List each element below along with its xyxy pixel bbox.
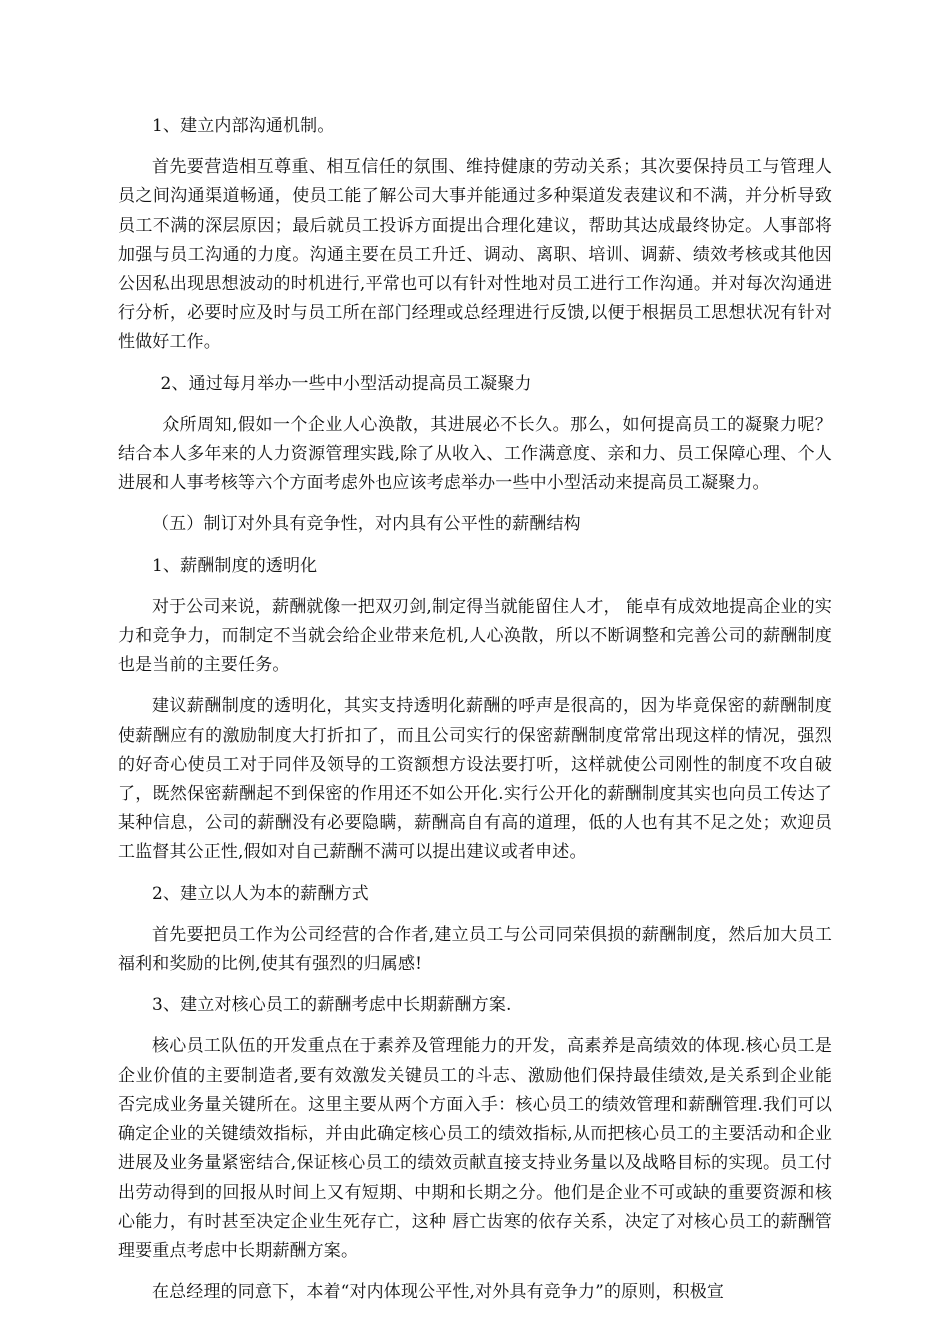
document-body [118, 112, 832, 1319]
paragraph-core-employees: 核心员工队伍的开发重点在于素养及管理能力的开发，高素养是高绩效的体现.核心员工是企业价值的主要制造者,要有效激发关键员工的斗志、激励他们保持最佳绩效,是关系到企业能否完成业务量关键所在。这里主要从两个方面入手：核心员工的绩效管理和薪酬管理.我们可以确定企业的关键绩效指标，并由此确定核心员工的绩效指标,从而把核心员工的主要活动和企业进展及业务量紧密结合,保证核心员工的绩效贡献直接支持业务量以及战略目标的实现。员工付出劳动得到的回报从时间上又有短期、中期和长期之分。他们是企业不可或缺的重要资源和核心能力，有时甚至决定企业生死存亡，这种 唇亡齿寒的依存关系，决定了对核心员工的薪酬管理要重点考虑中长期薪酬方案。 [118, 1036, 832, 1261]
section-heading-core-employee-salary: 3、建立对核心员工的薪酬考虑中长期薪酬方案. [152, 995, 512, 1016]
section-heading-salary-transparency: 1、薪酬制度的透明化 [152, 555, 318, 576]
section-heading-monthly-activities: 2、通过每月举办一些中小型活动提高员工凝聚力 [160, 373, 532, 394]
paragraph-communication: 首先要营造相互尊重、相互信任的氛围、维持健康的劳动关系；其次要保持员工与管理人员之间沟通渠道畅通，使员工能了解公司大事并能通过多种渠道发表建议和不满，并分析导致员工不满的深层原因；最后就员工投诉方面提出合理化建议，帮助其达成最终协定。人事部将加强与员工沟通的力度。沟通主要在员工升迁、调动、离职、培训、调薪、绩效考核或其他因公因私出现思想波动的时机进行,平常也可以有针对性地对员工进行工作沟通。并对每次沟通进行分析，必要时应及时与员工所在部门经理或总经理进行反馈,以便于根据员工思想状况有针对性做好工作。 [118, 157, 832, 353]
paragraph-transparency-proposal: 建议薪酬制度的透明化，其实支持透明化薪酬的呼声是很高的，因为毕竟保密的薪酬制度使薪酬应有的激励制度大打折扣了，而且公司实行的保密薪酬制度常常出现这样的情况，强烈的好奇心使员工对于同伴及领导的工资额想方设法要打听，这样就使公司刚性的制度不攻自破了，既然保密薪酬起不到保密的作用还不如公开化.实行公开化的薪酬制度其实也向员工传达了某种信息，公司的薪酬没有必要隐瞒，薪酬高自有高的道理，低的人也有其不足之处；欢迎员工监督其公正性,假如对自己薪酬不满可以提出建议或者申述。 [118, 696, 832, 863]
paragraph-cohesion: 众所周知,假如一个企业人心涣散，其进展必不长久。那么，如何提高员工的凝聚力呢？结合本人多年来的人力资源管理实践,除了从收入、工作满意度、亲和力、员工保障心理、个人进展和人事考核等六个方面考虑外也应该考虑举办一些中小型活动来提高员工凝聚力。 [118, 414, 832, 494]
section-heading-salary-structure: （五）制订对外具有竞争性，对内具有公平性的薪酬结构 [152, 514, 581, 535]
paragraph-people-oriented: 首先要把员工作为公司经营的合作者,建立员工与公司同荣俱损的薪酬制度，然后加大员工福利和奖励的比例,使其有强烈的归属感! [118, 924, 832, 975]
section-heading-internal-communication: 1、建立内部沟通机制。 [152, 116, 335, 136]
paragraph-salary-double-edged: 对于公司来说，薪酬就像一把双刃剑,制定得当就能留住人才， 能卓有成效地提高企业的实力和竞争力，而制定不当就会给企业带来危机,人心涣散，所以不断调整和完善公司的薪酬制度也是当前的主要任务。 [118, 596, 832, 676]
section-heading-people-oriented: 2、建立以人为本的薪酬方式 [152, 883, 369, 904]
paragraph-general-manager: 在总经理的同意下，本着“对内体现公平性,对外具有竞争力”的原则，积极宣 [152, 1282, 725, 1303]
